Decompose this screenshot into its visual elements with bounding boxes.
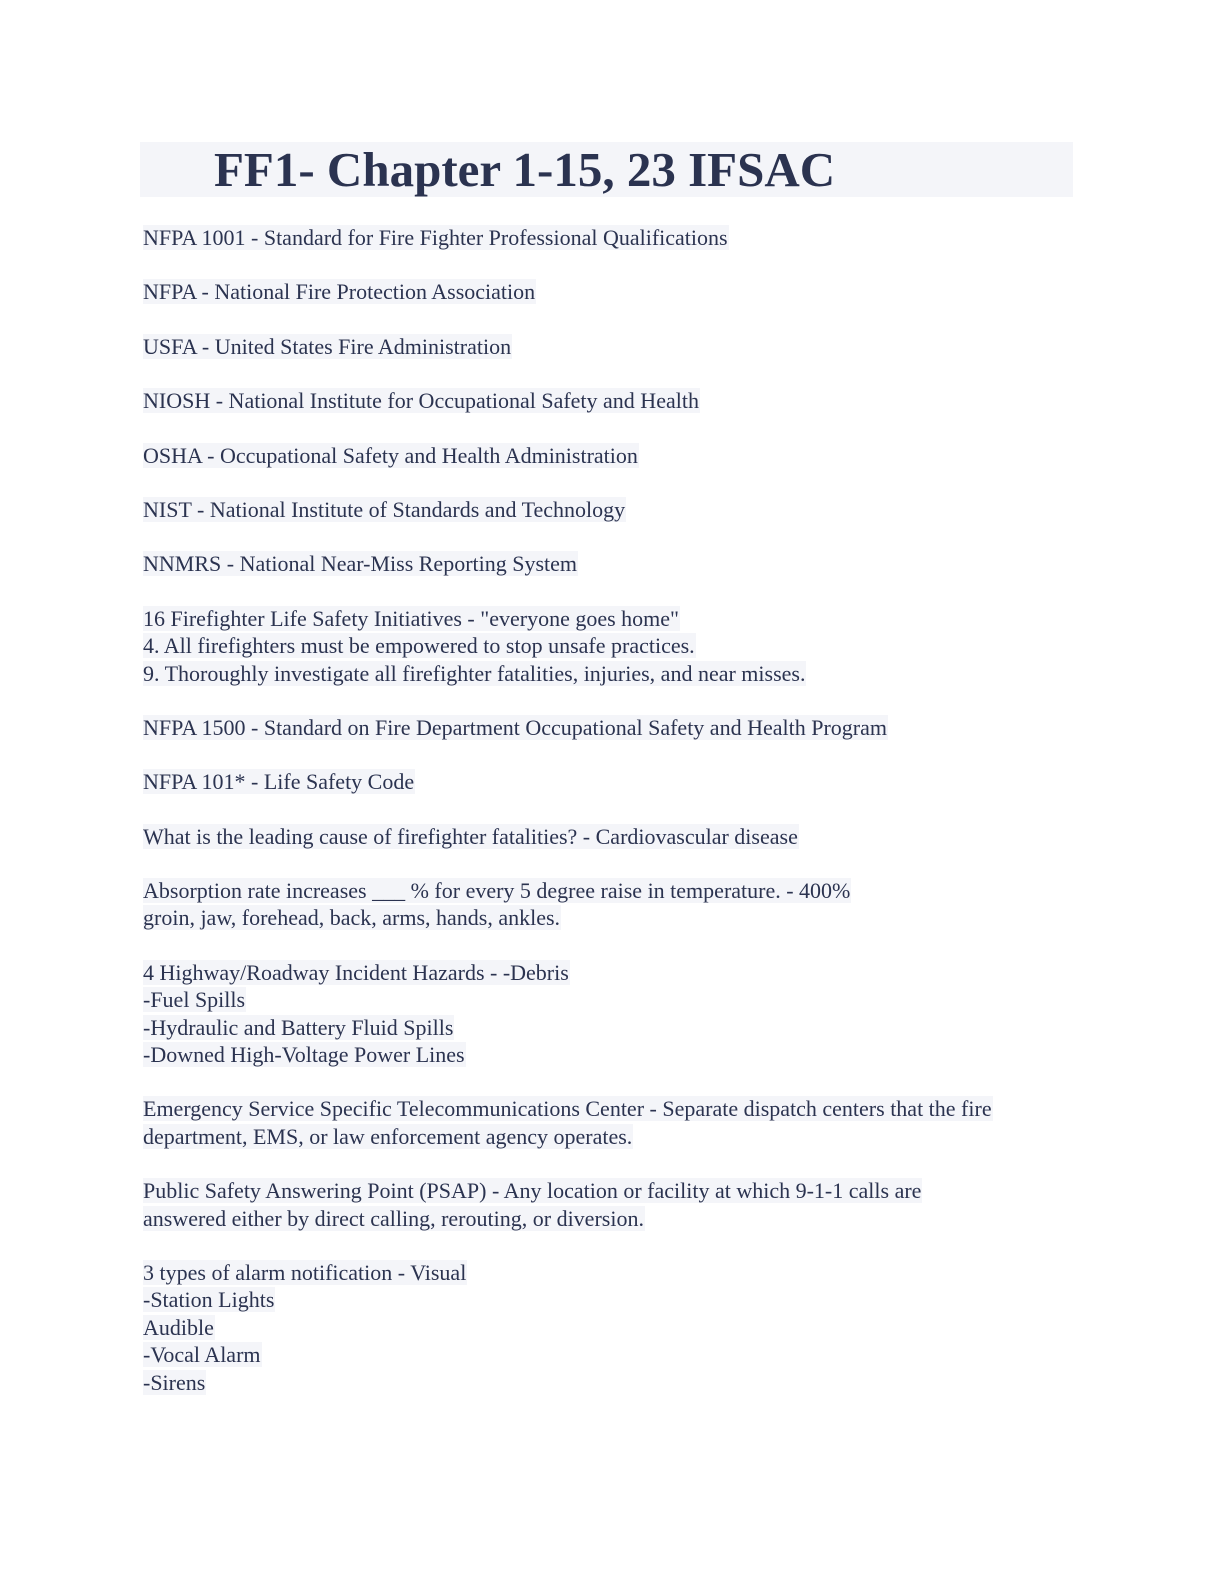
flashcard-line xyxy=(143,1205,1083,1232)
flashcard-text: -Downed High-Voltage Power Lines xyxy=(143,1042,465,1068)
flashcard-text: 16 Firefighter Life Safety Initiatives - "everyone goes home" xyxy=(143,605,680,631)
flashcard-text: Absorption rate increases ___ % for every 5 degree raise in temperature. - 400% xyxy=(143,878,851,904)
flashcard-list xyxy=(143,224,1083,1423)
flashcard-line xyxy=(143,1314,1083,1341)
flashcard-text: OSHA - Occupational Safety and Health Administration xyxy=(143,442,638,468)
flashcard-line xyxy=(143,1041,1083,1068)
flashcard-line xyxy=(143,986,1083,1013)
flashcard-line xyxy=(143,1177,1083,1204)
flashcard-line xyxy=(143,823,1083,850)
flashcard-entry xyxy=(143,333,1083,360)
flashcard-text: 4. All firefighters must be empowered to stop unsafe practices. xyxy=(143,633,695,659)
flashcard-text: NNMRS - National Near-Miss Reporting System xyxy=(143,551,578,577)
flashcard-line xyxy=(143,1259,1083,1286)
flashcard-entry xyxy=(143,877,1083,932)
flashcard-line xyxy=(143,1286,1083,1313)
flashcard-entry xyxy=(143,714,1083,741)
flashcard-line xyxy=(143,224,1083,251)
flashcard-line xyxy=(143,1341,1083,1368)
flashcard-line xyxy=(143,278,1083,305)
flashcard-line xyxy=(143,877,1083,904)
flashcard-text: NFPA - National Fire Protection Association xyxy=(143,279,536,305)
flashcard-line xyxy=(143,442,1083,469)
flashcard-entry xyxy=(143,1095,1083,1150)
flashcard-line xyxy=(143,632,1083,659)
flashcard-text: department, EMS, or law enforcement agency operates. xyxy=(143,1123,633,1149)
flashcard-text: -Sirens xyxy=(143,1369,206,1395)
flashcard-text: -Fuel Spills xyxy=(143,987,246,1013)
flashcard-entry xyxy=(143,496,1083,523)
flashcard-text: -Hydraulic and Battery Fluid Spills xyxy=(143,1014,454,1040)
flashcard-text: -Station Lights xyxy=(143,1287,275,1313)
document-title: FF1- Chapter 1-15, 23 IFSAC xyxy=(214,142,836,197)
flashcard-entry xyxy=(143,278,1083,305)
flashcard-text: NFPA 1500 - Standard on Fire Department Occupational Safety and Health Program xyxy=(143,714,887,740)
flashcard-entry xyxy=(143,823,1083,850)
flashcard-text: What is the leading cause of firefighter fatalities? - Cardiovascular disease xyxy=(143,823,798,849)
flashcard-line xyxy=(143,959,1083,986)
flashcard-line xyxy=(143,660,1083,687)
flashcard-entry xyxy=(143,550,1083,577)
flashcard-line xyxy=(143,1014,1083,1041)
flashcard-line xyxy=(143,768,1083,795)
flashcard-text: Public Safety Answering Point (PSAP) - Any location or facility at which 9-1-1 calls are xyxy=(143,1178,922,1204)
flashcard-text: NFPA 1001 - Standard for Fire Fighter Professional Qualifications xyxy=(143,225,728,250)
flashcard-text: -Vocal Alarm xyxy=(143,1342,261,1368)
flashcard-entry xyxy=(143,442,1083,469)
flashcard-line xyxy=(143,333,1083,360)
flashcard-entry xyxy=(143,768,1083,795)
flashcard-text: NFPA 101* - Life Safety Code xyxy=(143,769,415,795)
flashcard-line xyxy=(143,1095,1083,1122)
flashcard-line xyxy=(143,714,1083,741)
flashcard-line xyxy=(143,605,1083,632)
flashcard-text: NIST - National Institute of Standards and Technology xyxy=(143,496,626,522)
flashcard-line xyxy=(143,550,1083,577)
flashcard-text: 3 types of alarm notification - Visual xyxy=(143,1259,467,1285)
flashcard-text: Emergency Service Specific Telecommunications Center - Separate dispatch centers that the fire xyxy=(143,1096,992,1122)
flashcard-entry xyxy=(143,224,1083,251)
flashcard-text: NIOSH - National Institute for Occupational Safety and Health xyxy=(143,388,699,414)
flashcard-entry xyxy=(143,1259,1083,1396)
flashcard-entry xyxy=(143,959,1083,1069)
flashcard-line xyxy=(143,387,1083,414)
flashcard-line xyxy=(143,496,1083,523)
flashcard-line xyxy=(143,1123,1083,1150)
flashcard-line xyxy=(143,904,1083,931)
flashcard-text: USFA - United States Fire Administration xyxy=(143,333,512,359)
flashcard-text: 4 Highway/Roadway Incident Hazards - -Debris xyxy=(143,959,569,985)
flashcard-text: Audible xyxy=(143,1314,214,1340)
flashcard-entry xyxy=(143,605,1083,687)
flashcard-text: answered either by direct calling, rerouting, or diversion. xyxy=(143,1205,644,1231)
flashcard-text: 9. Thoroughly investigate all firefighter fatalities, injuries, and near misses. xyxy=(143,660,806,686)
flashcard-text: groin, jaw, forehead, back, arms, hands, ankles. xyxy=(143,905,561,931)
flashcard-entry xyxy=(143,1177,1083,1232)
flashcard-entry xyxy=(143,387,1083,414)
flashcard-line xyxy=(143,1369,1083,1396)
